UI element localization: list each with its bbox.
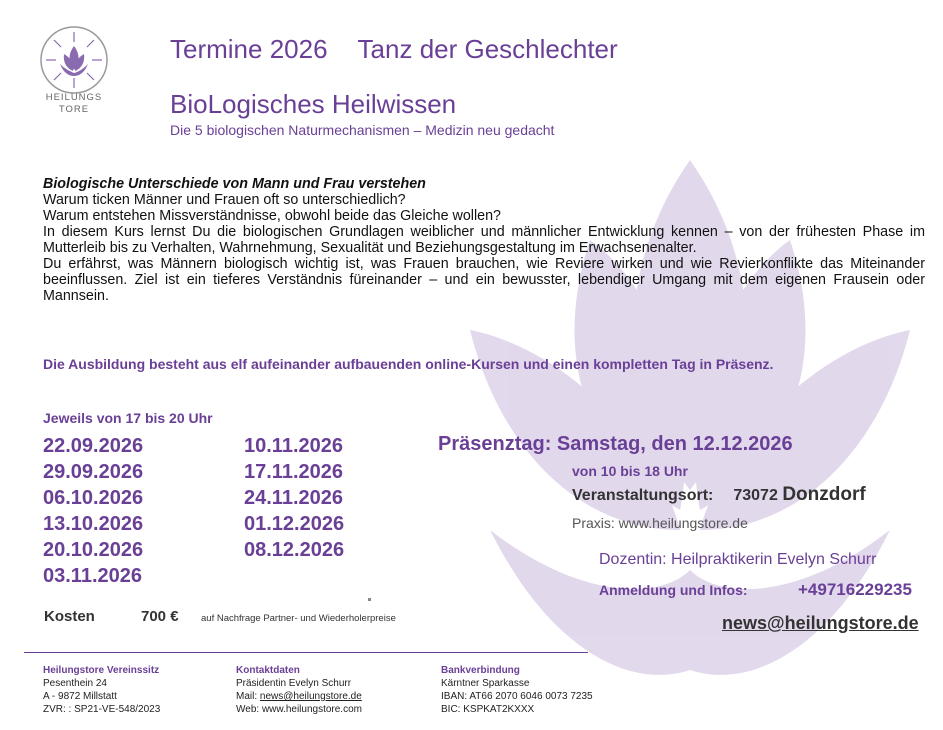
anmeldung-label: Anmeldung und Infos: bbox=[599, 582, 748, 598]
footer-mail-label: Mail: bbox=[236, 691, 260, 702]
intro-question-2: Warum entstehen Missverständnisse, obwohl beide das Gleiche wollen? bbox=[43, 208, 502, 224]
date-item: 03.11.2026 bbox=[43, 565, 142, 587]
title-tanz: Tanz der Geschlechter bbox=[357, 34, 618, 64]
email-link[interactable]: news@heilungstore.de bbox=[722, 613, 919, 633]
praxis-link[interactable]: Praxis: www.heilungstore.de bbox=[572, 515, 748, 531]
venue-label: Veranstaltungsort: bbox=[572, 487, 714, 504]
logo-text-line1: HEILUNGS bbox=[45, 92, 103, 103]
phone-number[interactable]: +49716229235 bbox=[798, 580, 912, 599]
venue bbox=[572, 484, 866, 506]
footer-bank-heading: Bankverbindung bbox=[441, 665, 520, 676]
dates-column-1 bbox=[43, 433, 143, 589]
footer-bank-line: BIC: KSPKAT2KXXX bbox=[441, 704, 535, 715]
date-item: 29.09.2026 bbox=[43, 461, 144, 483]
date-item: 01.12.2026 bbox=[244, 513, 345, 535]
dates-column-2 bbox=[244, 433, 344, 563]
footer-bank bbox=[441, 664, 593, 716]
intro-paragraph-2: Du erfährst, was Männern biologisch wichtig ist, was Frauen brauchen, wie Reviere wirken und wie Revierkonflikte das Miteinander beeinflussen. Ziel ist ein tieferes Verständnis füreinander – und ein bewusster, lebendiger Umgang mit dem eigenen Frausein oder Mannsein. bbox=[43, 256, 925, 304]
praesenztag-time: von 10 bis 18 Uhr bbox=[572, 463, 688, 479]
dozentin: Dozentin: Heilpraktikerin Evelyn Schurr bbox=[599, 551, 877, 568]
date-item: 24.11.2026 bbox=[244, 487, 343, 509]
footer-verein bbox=[43, 664, 160, 716]
date-item: 10.11.2026 bbox=[244, 435, 343, 457]
kosten-note: auf Nachfrage Partner- und Wiederholerpreise bbox=[201, 613, 396, 624]
logo-text bbox=[34, 92, 114, 116]
venue-plz: 73072 bbox=[733, 487, 778, 504]
logo-text-line2: TORE bbox=[58, 104, 90, 115]
tagline: Die 5 biologischen Naturmechanismen – Medizin neu gedacht bbox=[170, 122, 555, 138]
date-item: 06.10.2026 bbox=[43, 487, 144, 509]
footer-verein-line: ZVR: : SP21-VE-548/2023 bbox=[43, 704, 161, 715]
footer-kontakt-web[interactable]: Web: www.heilungstore.com bbox=[236, 704, 362, 715]
intro-paragraph-1: In diesem Kurs lernst Du die biologischen Grundlagen weiblicher und männlicher Entwicklung kennen – von der frühesten Phase im Mutterleib bis zu Verhalten, Wahrnehmung, Sexualität und Beziehungsgestaltung im Erwachsenenalter. bbox=[43, 224, 925, 256]
footer-verein-heading: Heilungstore Vereinssitz bbox=[43, 665, 160, 676]
ausbildung-note: Die Ausbildung besteht aus elf aufeinander aufbauenden online-Kursen und einen kompletten Tag in Präsenz. bbox=[43, 356, 774, 372]
footer-kontakt-heading: Kontaktdaten bbox=[236, 665, 300, 676]
subtitle: BioLogisches Heilwissen bbox=[170, 89, 457, 119]
footer-bank-line: Kärntner Sparkasse bbox=[441, 678, 530, 689]
footer-kontakt bbox=[236, 664, 362, 716]
date-item: 08.12.2026 bbox=[244, 539, 345, 561]
intro-heading: Biologische Unterschiede von Mann und Frau verstehen bbox=[43, 176, 426, 192]
intro-question-1: Warum ticken Männer und Frauen oft so unterschiedlich? bbox=[43, 192, 406, 208]
footer-kontakt-line: Präsidentin Evelyn Schurr bbox=[236, 678, 352, 689]
intro-text bbox=[43, 176, 925, 304]
page-title bbox=[170, 34, 618, 65]
footer-mail-link[interactable]: news@heilungstore.de bbox=[259, 691, 362, 702]
kosten-label: Kosten bbox=[44, 608, 95, 625]
praesenztag-title: Präsenztag: Samstag, den 12.12.2026 bbox=[438, 433, 793, 455]
date-item: 17.11.2026 bbox=[244, 461, 343, 483]
title-termine: Termine 2026 bbox=[170, 34, 328, 64]
time-note: Jeweils von 17 bis 20 Uhr bbox=[43, 410, 213, 426]
date-item: 13.10.2026 bbox=[43, 513, 144, 535]
footer-verein-line: A - 9872 Millstatt bbox=[43, 691, 117, 702]
venue-city: Donzdorf bbox=[782, 484, 866, 505]
footer-kontakt-mail bbox=[236, 690, 362, 703]
footer-bank-line: IBAN: AT66 2070 6046 0073 7235 bbox=[441, 691, 593, 702]
footer-verein-line: Pesenthein 24 bbox=[43, 678, 107, 689]
date-item: 22.09.2026 bbox=[43, 435, 144, 457]
decorative-dot bbox=[368, 598, 371, 601]
date-item: 20.10.2026 bbox=[43, 539, 144, 561]
kosten-price: 700 € bbox=[141, 608, 179, 625]
footer-divider bbox=[24, 652, 588, 653]
